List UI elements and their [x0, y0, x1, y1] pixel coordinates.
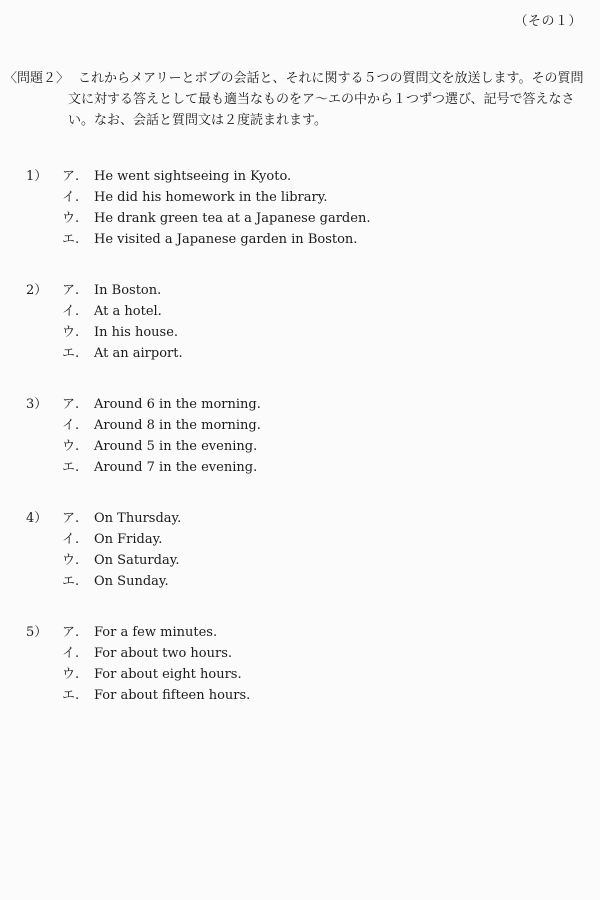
- choice-text: In Boston.: [94, 283, 162, 298]
- choice-mark: ウ.: [62, 667, 80, 682]
- choice-text: Around 6 in the morning.: [94, 397, 261, 412]
- choice-text: Around 8 in the morning.: [94, 418, 261, 433]
- choice-a: [62, 508, 586, 529]
- question-number: 4）: [26, 511, 48, 526]
- choice-d: [62, 343, 586, 364]
- choice-mark: イ.: [62, 532, 80, 547]
- choice-text: On Sunday.: [94, 574, 169, 589]
- choice-text: On Saturday.: [94, 553, 180, 568]
- choice-c: [62, 664, 586, 685]
- choice-list: [26, 622, 586, 706]
- choice-mark: ア.: [62, 169, 80, 184]
- choice-d: [62, 457, 586, 478]
- question-number: 3）: [26, 397, 48, 412]
- instructions-text: これからメアリーとボブの会話と、それに関する５つの質問文を放送します。その質問文に対する答えとして最も適当なものをア〜エの中から１つずつ選び、記号で答えなさい。なお、会話と質問文は２度読まれます。: [68, 71, 584, 128]
- choice-d: [62, 571, 586, 592]
- choice-text: For about eight hours.: [94, 667, 242, 682]
- choice-a: [62, 622, 586, 643]
- question-2: [26, 280, 586, 364]
- choice-b: [62, 415, 586, 436]
- choice-list: [26, 280, 586, 364]
- choice-text: For a few minutes.: [94, 625, 218, 640]
- choice-list: [26, 508, 586, 592]
- choice-list: [26, 394, 586, 478]
- question-3: [26, 394, 586, 478]
- choice-mark: ア.: [62, 625, 80, 640]
- choice-text: Around 5 in the evening.: [94, 439, 258, 454]
- choice-mark: エ.: [62, 574, 80, 589]
- choice-b: [62, 301, 586, 322]
- page-number: （その１）: [514, 14, 582, 29]
- choice-b: [62, 187, 586, 208]
- choice-mark: ア.: [62, 397, 80, 412]
- question-list: [26, 166, 586, 736]
- question-number: 2）: [26, 283, 48, 298]
- choice-c: [62, 208, 586, 229]
- choice-mark: ウ.: [62, 439, 80, 454]
- choice-c: [62, 436, 586, 457]
- instructions: [4, 68, 594, 131]
- choice-mark: エ.: [62, 346, 80, 361]
- choice-mark: エ.: [62, 460, 80, 475]
- choice-mark: イ.: [62, 304, 80, 319]
- choice-mark: ウ.: [62, 553, 80, 568]
- choice-mark: イ.: [62, 190, 80, 205]
- choice-text: He went sightseeing in Kyoto.: [94, 169, 292, 184]
- choice-text: At a hotel.: [94, 304, 162, 319]
- choice-text: In his house.: [94, 325, 179, 340]
- choice-mark: エ.: [62, 688, 80, 703]
- choice-text: On Thursday.: [94, 511, 182, 526]
- choice-b: [62, 643, 586, 664]
- choice-mark: ウ.: [62, 211, 80, 226]
- choice-b: [62, 529, 586, 550]
- choice-text: On Friday.: [94, 532, 163, 547]
- choice-text: For about two hours.: [94, 646, 233, 661]
- choice-mark: ウ.: [62, 325, 80, 340]
- choice-text: He drank green tea at a Japanese garden.: [94, 211, 371, 226]
- question-1: [26, 166, 586, 250]
- choice-mark: ア.: [62, 283, 80, 298]
- question-number: 5）: [26, 625, 48, 640]
- choice-d: [62, 229, 586, 250]
- choice-list: [26, 166, 586, 250]
- question-number: 1）: [26, 169, 48, 184]
- choice-mark: イ.: [62, 418, 80, 433]
- choice-c: [62, 322, 586, 343]
- choice-text: He did his homework in the library.: [94, 190, 328, 205]
- choice-text: At an airport.: [94, 346, 183, 361]
- choice-a: [62, 166, 586, 187]
- choice-c: [62, 550, 586, 571]
- choice-text: Around 7 in the evening.: [94, 460, 258, 475]
- choice-text: For about fifteen hours.: [94, 688, 251, 703]
- choice-a: [62, 280, 586, 301]
- question-4: [26, 508, 586, 592]
- problem-label: 〈問題２〉: [4, 71, 70, 86]
- choice-mark: イ.: [62, 646, 80, 661]
- question-5: [26, 622, 586, 706]
- choice-mark: エ.: [62, 232, 80, 247]
- choice-text: He visited a Japanese garden in Boston.: [94, 232, 358, 247]
- choice-a: [62, 394, 586, 415]
- choice-mark: ア.: [62, 511, 80, 526]
- choice-d: [62, 685, 586, 706]
